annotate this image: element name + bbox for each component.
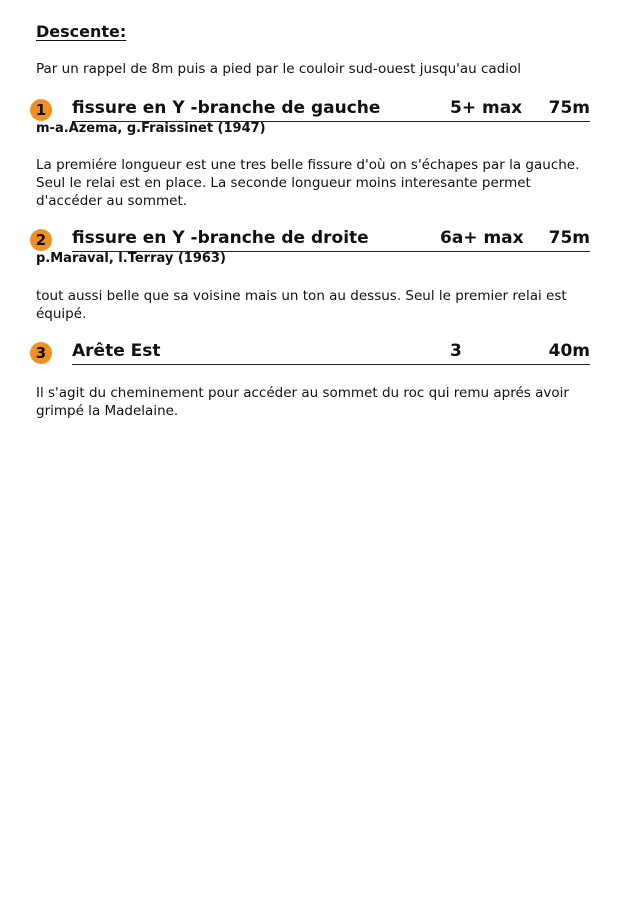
route-length: 40m xyxy=(548,341,590,361)
route-grade: 6a+ max xyxy=(440,228,524,248)
route-name: fissure en Y -branche de droite xyxy=(72,228,369,248)
route-name: Arête Est xyxy=(72,341,161,361)
route-description: Il s'agit du cheminement pour accéder au sommet du roc qui remu aprés avoir grimpé la Madelaine. xyxy=(36,385,569,419)
route-authors: m-a.Azema, g.Fraissinet (1947) xyxy=(36,121,266,136)
route-length: 75m xyxy=(548,98,590,118)
route-length: 75m xyxy=(548,228,590,248)
route-number-badge: 3 xyxy=(30,342,52,364)
descent-text: Par un rappel de 8m puis a pied par le couloir sud-ouest jusqu'au cadiol xyxy=(36,61,522,77)
route-description: La premiére longueur est une tres belle fissure d'où on s'échapes par la gauche. Seul le relai est en place. La seconde longueur moins interesante permet d'accéder au sommet. xyxy=(36,157,580,209)
route-header-3 xyxy=(30,341,590,365)
route-grade: 5+ max xyxy=(450,98,523,118)
route-grade: 3 xyxy=(450,341,462,361)
route-header-1 xyxy=(30,98,590,122)
route-name: fissure en Y -branche de gauche xyxy=(72,98,381,118)
route-header-2 xyxy=(30,228,590,252)
route-description: tout aussi belle que sa voisine mais un ton au dessus. Seul le premier relai est équipé. xyxy=(36,288,567,322)
route-number-badge: 1 xyxy=(30,99,52,121)
descent-heading: Descente: xyxy=(36,22,127,41)
route-authors: p.Maraval, l.Terray (1963) xyxy=(36,251,226,266)
route-underline xyxy=(72,364,590,365)
route-number-badge: 2 xyxy=(30,229,52,251)
